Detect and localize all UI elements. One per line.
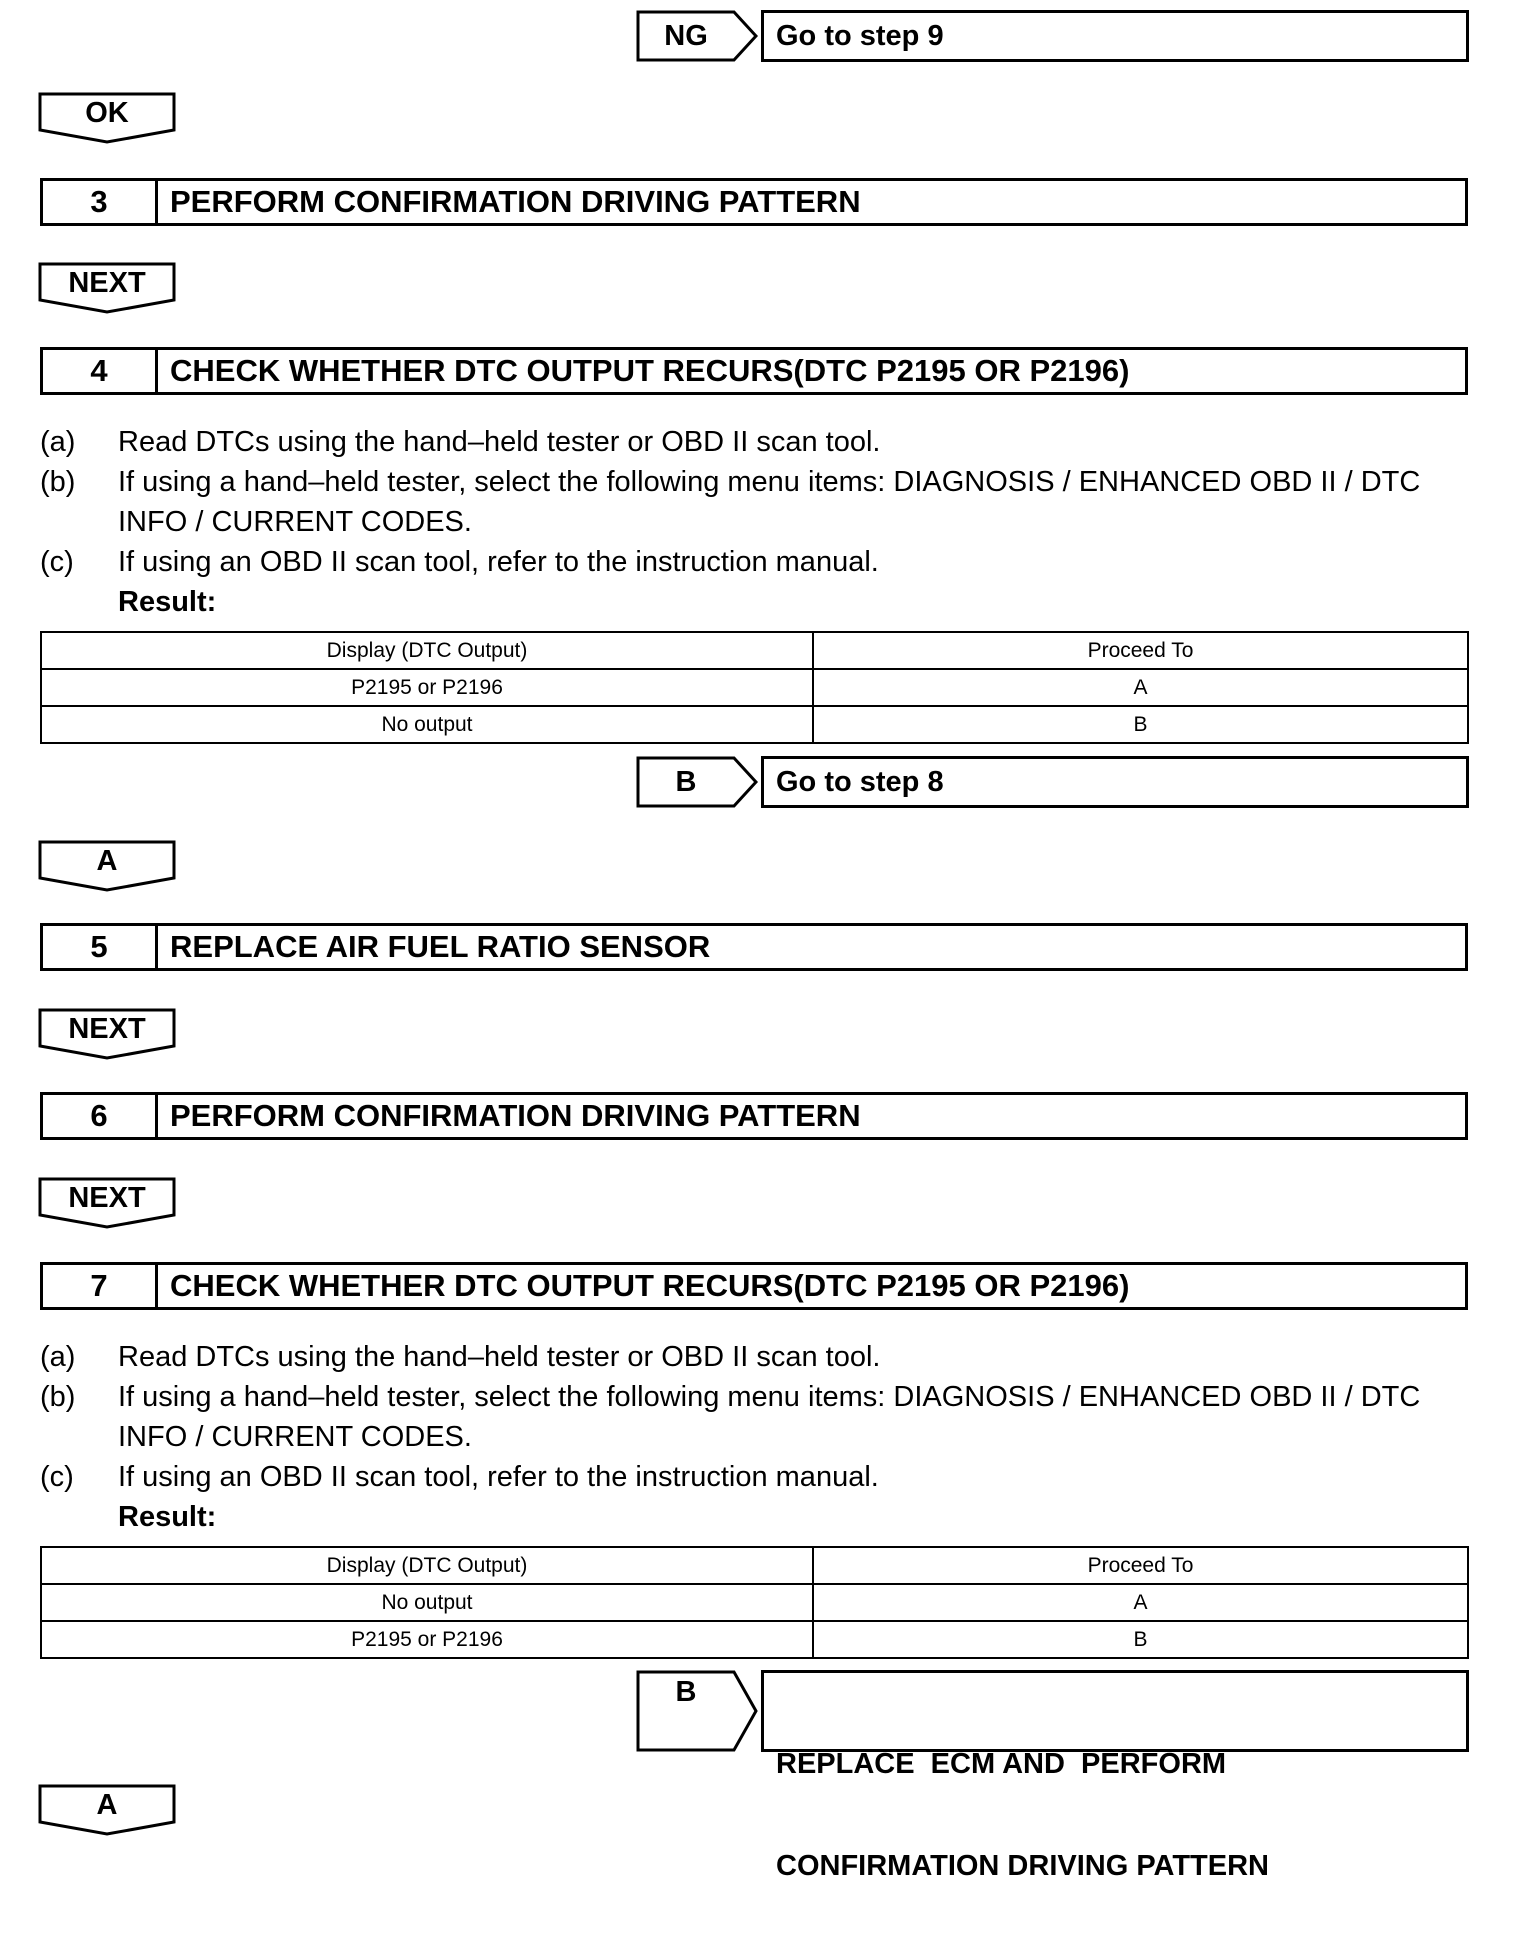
branch-destination[interactable]: Go to step 9 (761, 10, 1469, 62)
item-label: (b) (40, 1381, 76, 1413)
branch-destination[interactable]: Go to step 8 (761, 756, 1469, 808)
step-title: PERFORM CONFIRMATION DRIVING PATTERN (170, 184, 861, 219)
instruction-text: If using a hand–held tester, select the following menu items: DIAGNOSIS / ENHANCED OBD II / DTC (118, 1381, 1421, 1413)
result-table (40, 1546, 1469, 1659)
step-6-header (40, 1092, 1468, 1140)
table-cell: A (813, 669, 1468, 706)
item-label: (b) (40, 466, 76, 498)
instruction-text: If using an OBD II scan tool, refer to the instruction manual. (118, 1461, 879, 1493)
branch-destination[interactable] (761, 1670, 1469, 1882)
item-label: (c) (40, 1461, 74, 1493)
a-tag[interactable] (38, 840, 176, 892)
b-branch-arrow[interactable] (636, 1670, 758, 1752)
step-number: 3 (43, 181, 158, 223)
item-label: (c) (40, 546, 74, 578)
instruction-text: Read DTCs using the hand–held tester or OBD II scan tool. (118, 426, 881, 458)
step-7-header (40, 1262, 1468, 1310)
step-number: 5 (43, 926, 158, 968)
result-label: Result: (118, 586, 217, 618)
step-title: PERFORM CONFIRMATION DRIVING PATTERN (170, 1098, 861, 1133)
table-cell: P2195 or P2196 (41, 1621, 813, 1658)
result-label: Result: (118, 1501, 217, 1533)
ng-branch-arrow[interactable] (636, 10, 758, 62)
destination-line: CONFIRMATION DRIVING PATTERN (776, 1850, 1269, 1882)
branch-label: B (675, 766, 697, 798)
step-title: CHECK WHETHER DTC OUTPUT RECURS(DTC P2195 OR P2196) (170, 1268, 1130, 1303)
table-header-row (41, 632, 1468, 669)
destination-line: REPLACE ECM AND PERFORM (776, 1748, 1227, 1780)
tag-label: A (96, 845, 118, 877)
instruction-text: INFO / CURRENT CODES. (118, 1421, 472, 1453)
table-header: Proceed To (813, 1547, 1468, 1584)
step-4-header (40, 347, 1468, 395)
table-row (41, 669, 1468, 706)
table-header: Display (DTC Output) (41, 1547, 813, 1584)
step-title: CHECK WHETHER DTC OUTPUT RECURS(DTC P2195 OR P2196) (170, 353, 1130, 388)
table-row (41, 1584, 1468, 1621)
table-cell: B (813, 1621, 1468, 1658)
instruction-text: Read DTCs using the hand–held tester or OBD II scan tool. (118, 1341, 881, 1373)
step-number: 7 (43, 1265, 158, 1307)
instruction-text: If using a hand–held tester, select the following menu items: DIAGNOSIS / ENHANCED OBD II / DTC (118, 466, 1421, 498)
table-header: Proceed To (813, 632, 1468, 669)
branch-label: B (675, 1676, 697, 1708)
step-title: REPLACE AIR FUEL RATIO SENSOR (170, 929, 711, 964)
item-label: (a) (40, 1341, 76, 1373)
instruction-text: INFO / CURRENT CODES. (118, 506, 472, 538)
a-tag[interactable] (38, 1784, 176, 1836)
instruction-text: If using an OBD II scan tool, refer to the instruction manual. (118, 546, 879, 578)
ok-tag[interactable] (38, 92, 176, 144)
table-cell: No output (41, 706, 813, 743)
step-3-header (40, 178, 1468, 226)
next-tag[interactable] (38, 1177, 176, 1229)
table-cell: B (813, 706, 1468, 743)
next-tag[interactable] (38, 262, 176, 314)
step-5-header (40, 923, 1468, 971)
tag-label: A (96, 1789, 118, 1821)
b-branch-arrow[interactable] (636, 756, 758, 808)
tag-label: NEXT (68, 1013, 146, 1045)
tag-label: NEXT (68, 1182, 146, 1214)
table-row (41, 1621, 1468, 1658)
branch-label: NG (664, 20, 708, 52)
item-label: (a) (40, 426, 76, 458)
table-cell: No output (41, 1584, 813, 1621)
tag-label: NEXT (68, 267, 146, 299)
table-cell: A (813, 1584, 1468, 1621)
next-tag[interactable] (38, 1008, 176, 1060)
result-table (40, 631, 1469, 744)
step-number: 4 (43, 350, 158, 392)
table-header: Display (DTC Output) (41, 632, 813, 669)
step-number: 6 (43, 1095, 158, 1137)
table-cell: P2195 or P2196 (41, 669, 813, 706)
table-row (41, 706, 1468, 743)
table-header-row (41, 1547, 1468, 1584)
tag-label: OK (85, 97, 129, 129)
